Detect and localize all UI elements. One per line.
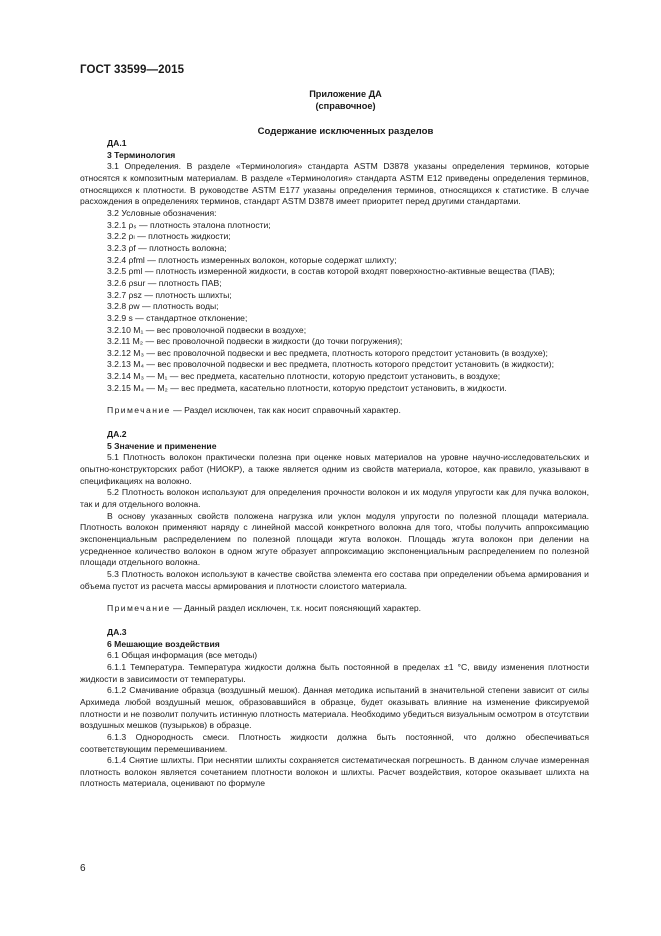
note-text: — Данный раздел исключен, т.к. носит поясняющий характер. — [170, 603, 422, 614]
list-item: 3.2.13 M₄ — вес проволочной подвески и вес предмета, плотность которого предстоит установить (в жидкости); — [107, 359, 554, 370]
paragraph: 5.3 Плотность волокон используют в качестве свойства элемента его состава при определении объема армирования и объема пустот из расчета массы армирования и плотности слоистого материала. — [80, 568, 589, 591]
note — [80, 603, 589, 615]
section-id: ДА.1 — [107, 138, 127, 148]
paragraph: 6.1.4 Снятие шлихты. При неснятии шлихты сохраняется систематическая погрешность. В данном случае измеренная плотность волокон является сочетанием плотности волокон и шлихты. Расчет воздействия, которое оказывает шлихта на плотность материала, оценивают по формуле — [80, 755, 589, 789]
note-label: Примечание — [107, 405, 171, 416]
paragraph: 6.1.2 Смачивание образца (воздушный мешок). Данная методика испытаний в значительной степени зависит от силы Архимеда любой воздушный мешок, образовавшийся в образце, будет оказывать влияние на изменение фиксируемой плотности и не позволит получить истинную плотность материала. Необходимо убедиться визуальным осмотром в отсутствии воздушных мешков (пузырьков) в образце. — [80, 685, 589, 731]
section-heading: 3 Терминология — [107, 149, 176, 160]
list-item: 3.2.4 ρfml — плотность измеренных волокон, которые содержат шлихту; — [107, 254, 397, 265]
paragraph: 6.1.1 Температура. Температура жидкости должна быть постоянной в пределах ±1 °С, ввиду изменения плотности жидкости в зависимости от температуры. — [80, 661, 589, 684]
note-label: Примечание — [107, 603, 171, 614]
list-item: 3.2.8 ρw — плотность воды; — [107, 301, 219, 312]
paragraph: В основу указанных свойств положена нагрузка или уклон модуля упругости по полезной площади материала. Плотность волокон применяют наряду с линейной массой конкретного волокна для того, чтобы получить аппроксимацию экспоненциальным распределением по полезной площади жгута волокон. Площадь жгута волокон при делении на усредненное количество волокон в одном жгуте образует аппроксимацию экспоненциальным распределением по полезной площади отдельного волокна. — [80, 510, 589, 568]
list-item: 3.2.1 ρₛ — плотность эталона плотности; — [107, 219, 271, 230]
list-item: 3.2.10 M₁ — вес проволочной подвески в воздухе; — [107, 324, 307, 335]
list-item: 3.2.5 ρml — плотность измеренной жидкости, в состав которой входят поверхностно-активные вещества (ПАВ); — [107, 266, 555, 277]
list-item: 3.2 Условные обозначения: — [107, 207, 217, 218]
paragraph: 5.1 Плотность волокон практически полезна при оценке новых материалов на уровне научно-исследовательских и опытно-конструкторских работ (НИОКР), а также является одним из свойств материала, которое, как правило, указывают в спецификациях на волокно. — [80, 452, 589, 486]
appendix-heading — [0, 88, 661, 112]
list-item: 3.2.3 ρf — плотность волокна; — [107, 242, 227, 253]
list-item: 3.2.7 ρsz — плотность шлихты; — [107, 289, 232, 300]
paragraph: 3.1 Определения. В разделе «Терминология» стандарта ASTM D3878 указаны определения терминов, которые относятся к композитным материалам. В разделе «Терминология» стандарта ASTM E12 приведены определения терминов, относящихся к плотности. В руководстве ASTM E177 указаны определения терминов, относящихся к статистике. В случае расхождения в определениях терминов, стандарт ASTM D3878 имеет приоритет перед другими стандартами. — [80, 161, 589, 207]
list-item: 3.2.15 M₄ — M₂ — вес предмета, касательно плотности, которую предстоит установить, в жидкости. — [107, 382, 507, 393]
section-id: ДА.2 — [107, 429, 127, 440]
paragraph: 5.2 Плотность волокон используют для определения прочности волокон и их модуля упругости как для пучка волокон, так и для отдельного волокна. — [80, 487, 589, 510]
section-id: ДА.3 — [107, 626, 127, 637]
document-body — [80, 138, 589, 790]
paragraph: 6.1.3 Однородность смеси. Плотность жидкости должна быть постоянной, что должно обеспечиваться соответствующим перемешиванием. — [80, 731, 589, 754]
list-item: 3.2.14 M₃ — M₁ — вес предмета, касательно плотности, которую предстоит установить, в воздухе; — [107, 371, 501, 382]
appendix-title: Приложение ДА — [309, 89, 382, 99]
note — [80, 405, 589, 417]
list-item: 3.2.12 M₃ — вес проволочной подвески и вес предмета, плотность которого предстоит установить (в воздухе); — [107, 347, 548, 358]
list-item: 3.2.11 M₂ — вес проволочной подвески в жидкости (до точки погружения); — [107, 336, 403, 347]
list-item: 3.2.9 s — стандартное отклонение; — [107, 312, 248, 323]
main-title: Содержание исключенных разделов — [257, 126, 434, 137]
section-heading: 6 Мешающие воздействия — [107, 638, 220, 649]
note-text: — Раздел исключен, так как носит справочный характер. — [170, 405, 401, 416]
paragraph: 6.1 Общая информация (все методы) — [107, 650, 258, 661]
page-number: 6 — [80, 863, 86, 874]
list-item: 3.2.6 ρsur — плотность ПАВ; — [107, 277, 222, 288]
list-item: 3.2.2 ρₗ — плотность жидкости; — [107, 231, 231, 242]
appendix-subtitle: (справочное) — [315, 101, 376, 111]
document-header: ГОСТ 33599—2015 — [80, 64, 185, 76]
section-heading: 5 Значение и применение — [107, 440, 217, 451]
